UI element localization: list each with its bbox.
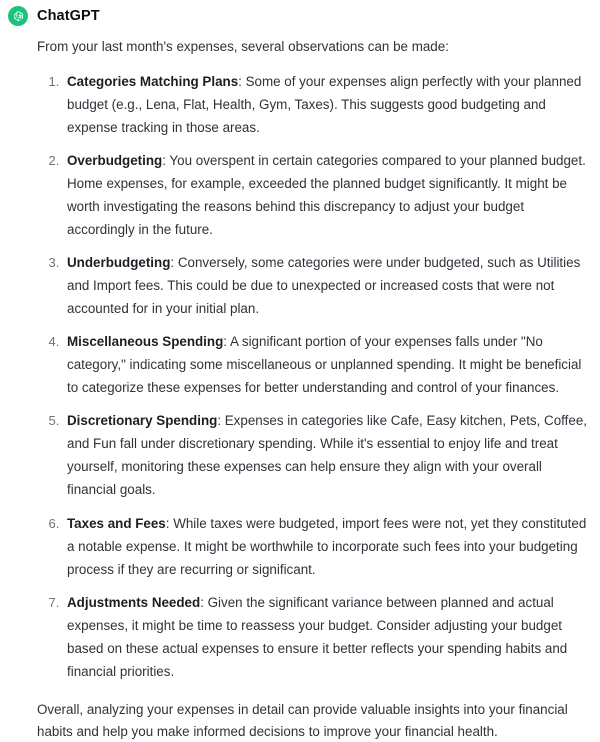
list-item-text: : Given the significant variance between planned and actual expenses, it might be time to reassess your budget. Consider adjusting your budget based on these actual expenses to ensure it better reflects your spending habits and financial priorities. xyxy=(67,594,568,679)
openai-logo-icon xyxy=(8,6,28,26)
list-item xyxy=(63,409,588,501)
list-item-text: : While taxes were budgeted, import fees were not, yet they constituted a notable expense. It might be worthwhile to incorporate such fees into your budgeting process if they are recurring or significant. xyxy=(67,515,587,577)
list-item xyxy=(63,70,588,139)
list-item-title: Categories Matching Plans xyxy=(67,73,239,89)
list-item-text: : You overspent in certain categories compared to your planned budget. Home expenses, for example, exceeded the planned budget significantly. It might be worth investigating the reasons behind this discrepancy to adjust your budget accordingly in the future. xyxy=(67,152,586,237)
list-item xyxy=(63,512,588,581)
list-item xyxy=(63,330,588,399)
list-item-title: Underbudgeting xyxy=(67,255,171,271)
list-item xyxy=(63,251,588,320)
observations-list xyxy=(37,70,588,683)
list-item-text: : Expenses in categories like Cafe, Easy kitchen, Pets, Coffee, and Fun fall under discretionary spending. While it's essential to enjoy life and treat yourself, monitoring these expenses can help ensure they align with your overall financial goals. xyxy=(67,413,587,498)
list-item xyxy=(63,149,588,241)
list-item-title: Taxes and Fees xyxy=(67,515,166,531)
list-item-text: : Some of your expenses align perfectly with your planned budget (e.g., Lena, Flat, Health, Gym, Taxes). This suggests good budgeting and expense tracking in those areas. xyxy=(67,73,582,135)
list-item-title: Miscellaneous Spending xyxy=(67,334,224,350)
list-item-text: : A significant portion of your expenses falls under "No category," indicating some miscellaneous or unplanned spending. It might be beneficial to categorize these expenses for better understanding and control of your finances. xyxy=(67,334,582,396)
message-author: ChatGPT xyxy=(37,8,100,24)
list-item-title: Adjustments Needed xyxy=(67,594,201,610)
list-item-title: Overbudgeting xyxy=(67,152,163,168)
message-body xyxy=(8,36,592,742)
list-item xyxy=(63,591,588,683)
list-item-title: Discretionary Spending xyxy=(67,413,218,429)
message-header xyxy=(8,6,592,26)
list-item-text: : Conversely, some categories were under budgeted, such as Utilities and Import fees. This could be due to unexpected or increased costs that were not accounted for in your initial plan. xyxy=(67,255,581,317)
outro-paragraph: Overall, analyzing your expenses in detail can provide valuable insights into your financial habits and help you make informed decisions to improve your financial health. xyxy=(37,701,568,739)
intro-paragraph: From your last month's expenses, several observations can be made: xyxy=(37,39,449,54)
